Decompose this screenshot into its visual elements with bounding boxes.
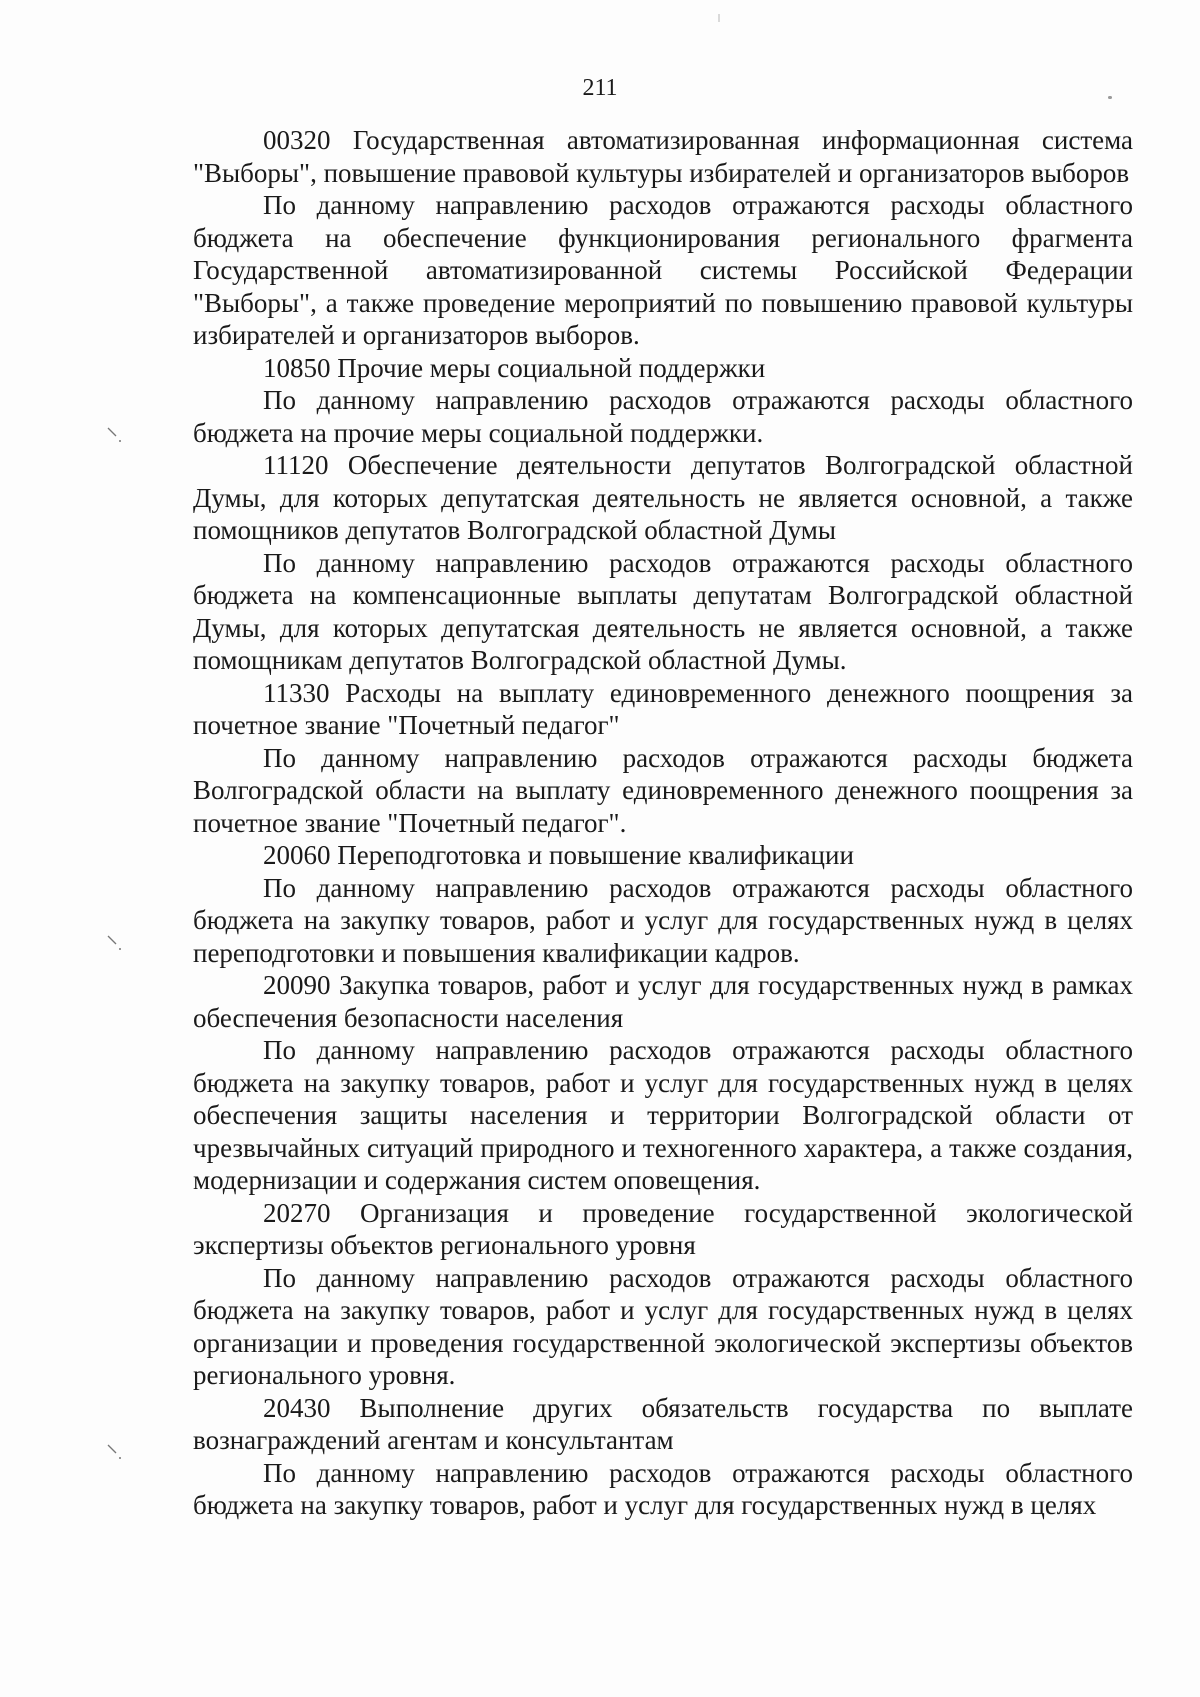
section-text-20430: По данному направлению расходов отражаются расходы областного бюджета на закупку товаров, работ и услуг для государственных нужд в целях (193, 1457, 1133, 1520)
section-heading-20430: 20430 Выполнение других обязательств государства по выплате вознаграждений агентам и консультантам (193, 1392, 1133, 1455)
section-heading-00320: 00320 Государственная автоматизированная информационная система "Выборы", повышение правовой культуры избирателей и организаторов выборов (193, 125, 1133, 188)
margin-tick-mark (106, 426, 126, 446)
section-text-11120: По данному направлению расходов отражаются расходы областного бюджета на компенсационные выплаты депутатам Волгоградской областной Думы, для которых депутатская деятельность не является основной, а также помощникам депутатов Волгоградской областной Думы. (193, 547, 1133, 675)
page-number: 211 (582, 75, 618, 101)
scan-artifact-line (718, 14, 720, 22)
section-text-10850: По данному направлению расходов отражаются расходы областного бюджета на прочие меры социальной поддержки. (193, 385, 1133, 448)
section-heading-20060: 20060 Переподготовка и повышение квалификации (263, 840, 854, 870)
document-body (193, 124, 1133, 1522)
section-text-00320: По данному направлению расходов отражаются расходы областного бюджета на обеспечение функционирования регионального фрагмента Государственной автоматизированной системы Российской Федерации "Выборы", а также проведение мероприятий по повышению правовой культуры избирателей и организаторов выборов. (193, 190, 1133, 350)
margin-tick-mark (106, 934, 126, 954)
section-heading-11330: 11330 Расходы на выплату единовременного денежного поощрения за почетное звание "Почетный педагог" (193, 677, 1133, 740)
section-text-20060: По данному направлению расходов отражаются расходы областного бюджета на закупку товаров, работ и услуг для государственных нужд в целях переподготовки и повышения квалификации кадров. (193, 872, 1133, 968)
section-text-20090: По данному направлению расходов отражаются расходы областного бюджета на закупку товаров, работ и услуг для государственных нужд в целях обеспечения защиты населения и территории Волгоградской области от чрезвычайных ситуаций природного и техногенного характера, а также создания, модернизации и содержания систем оповещения. (193, 1035, 1133, 1195)
section-text-11330: По данному направлению расходов отражаются расходы бюджета Волгоградской области на выплату единовременного денежного поощрения за почетное звание "Почетный педагог". (193, 742, 1133, 838)
section-text-20270: По данному направлению расходов отражаются расходы областного бюджета на закупку товаров, работ и услуг для государственных нужд в целях организации и проведения государственной экологической экспертизы объектов регионального уровня. (193, 1262, 1133, 1390)
section-heading-20090: 20090 Закупка товаров, работ и услуг для государственных нужд в рамках обеспечения безопасности населения (193, 970, 1133, 1033)
margin-tick-mark (106, 1443, 126, 1463)
section-heading-10850: 10850 Прочие меры социальной поддержки (263, 352, 766, 383)
section-heading-11120: 11120 Обеспечение деятельности депутатов Волгоградской областной Думы, для которых депутатская деятельность не является основной, а также помощников депутатов Волгоградской областной Думы (193, 450, 1133, 545)
section-heading-20270: 20270 Организация и проведение государственной экологической экспертизы объектов регионального уровня (193, 1197, 1133, 1260)
